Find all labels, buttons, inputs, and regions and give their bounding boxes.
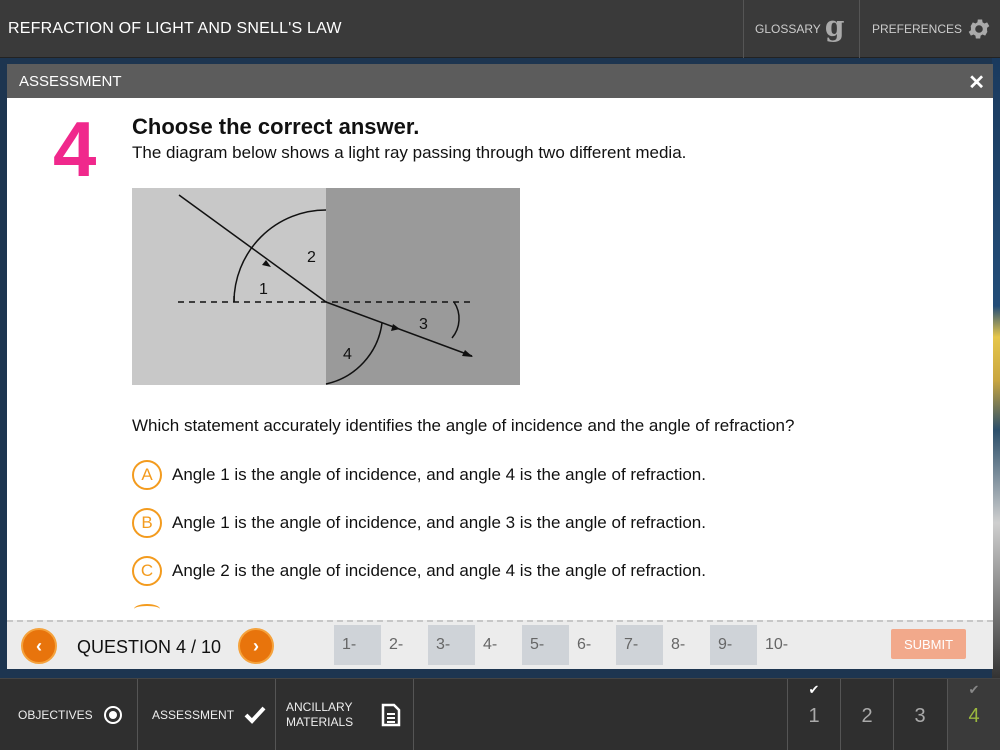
step-label: 1 <box>808 704 820 727</box>
angle-label-1: 1 <box>259 281 268 298</box>
option-text: Angle 1 is the angle of incidence, and angle 4 is the angle of refraction. <box>172 465 706 484</box>
assessment-label: ASSESSMENT <box>152 708 235 722</box>
question-subtitle: The diagram below shows a light ray passing through two different media. <box>132 143 687 162</box>
step-3[interactable] <box>893 679 946 750</box>
step-label: 3 <box>914 704 926 727</box>
question-page-4[interactable]: 4- <box>483 636 498 653</box>
submit-button[interactable]: SUBMIT <box>891 629 966 659</box>
question-page-10[interactable]: 10- <box>765 636 789 653</box>
step-check-icon: ✔ <box>968 682 980 697</box>
option-letter: C <box>132 556 162 586</box>
app-title: REFRACTION OF LIGHT AND SNELL'S LAW <box>8 20 342 37</box>
question-counter: QUESTION 4 / 10 <box>77 637 222 657</box>
question-page-3[interactable]: 3- <box>428 625 475 665</box>
step-label: 2 <box>861 704 873 727</box>
question-page-7[interactable]: 7- <box>616 625 663 665</box>
assessment-modal <box>7 64 993 669</box>
question-page-9[interactable]: 9- <box>710 625 757 665</box>
option-letter: B <box>132 508 162 538</box>
document-icon <box>381 703 401 727</box>
question-page-5[interactable]: 5- <box>522 625 569 665</box>
glossary-button[interactable] <box>743 0 859 58</box>
question-navigation <box>7 620 993 669</box>
modal-header <box>7 64 993 98</box>
check-icon <box>244 706 266 724</box>
preferences-label: PREFERENCES <box>872 22 963 36</box>
question-page-1[interactable]: 1- <box>334 625 381 665</box>
objectives-button[interactable] <box>0 679 138 750</box>
question-page-2[interactable]: 2- <box>389 636 404 653</box>
step-label: 4 <box>968 704 980 727</box>
modal-title: ASSESSMENT <box>19 73 122 90</box>
angle-label-2: 2 <box>307 249 316 266</box>
question-heading: Choose the correct answer. <box>132 114 420 139</box>
step-4[interactable] <box>947 679 1000 750</box>
ancillary-label-line1: ANCILLARY <box>286 700 353 714</box>
footer-bar <box>0 678 1000 750</box>
previous-question-button[interactable]: ‹ <box>21 628 57 664</box>
refraction-diagram <box>132 188 520 385</box>
gear-icon <box>966 16 992 42</box>
step-2[interactable] <box>840 679 893 750</box>
glossary-icon: g <box>824 9 845 43</box>
background-decoration <box>992 58 1000 678</box>
ancillary-label-line2: MATERIALS <box>286 715 354 729</box>
medium-1 <box>132 188 326 385</box>
assessment-button[interactable] <box>138 679 276 750</box>
ancillary-label <box>286 700 353 730</box>
question-page-6[interactable]: 6- <box>577 636 592 653</box>
angle-label-3: 3 <box>419 316 428 333</box>
option-text: Angle 2 is the angle of incidence, and angle 4 is the angle of refraction. <box>172 561 706 580</box>
top-bar <box>0 0 1000 58</box>
medium-2 <box>326 188 520 385</box>
next-question-button[interactable]: › <box>238 628 274 664</box>
option-letter: A <box>132 460 162 490</box>
answer-option-b[interactable] <box>132 508 706 538</box>
question-pages <box>334 625 804 665</box>
angle-label-4: 4 <box>343 346 352 363</box>
objectives-label: OBJECTIVES <box>18 708 93 722</box>
question-page-8[interactable]: 8- <box>671 636 686 653</box>
target-icon <box>103 705 123 725</box>
glossary-label: GLOSSARY <box>755 22 821 36</box>
answer-option-c[interactable] <box>132 556 706 586</box>
question-text: Which statement accurately identifies the angle of incidence and the angle of refraction? <box>132 416 795 435</box>
answer-option-d-partial[interactable] <box>134 604 160 614</box>
close-icon[interactable]: ✕ <box>968 72 985 94</box>
option-text: Angle 1 is the angle of incidence, and angle 3 is the angle of refraction. <box>172 513 706 532</box>
step-1[interactable] <box>787 679 840 750</box>
ancillary-materials-button[interactable] <box>276 679 414 750</box>
step-check-icon: ✔ <box>808 682 820 697</box>
answer-option-a[interactable] <box>132 460 706 490</box>
preferences-button[interactable] <box>859 0 1000 58</box>
question-number: 4 <box>53 105 97 193</box>
